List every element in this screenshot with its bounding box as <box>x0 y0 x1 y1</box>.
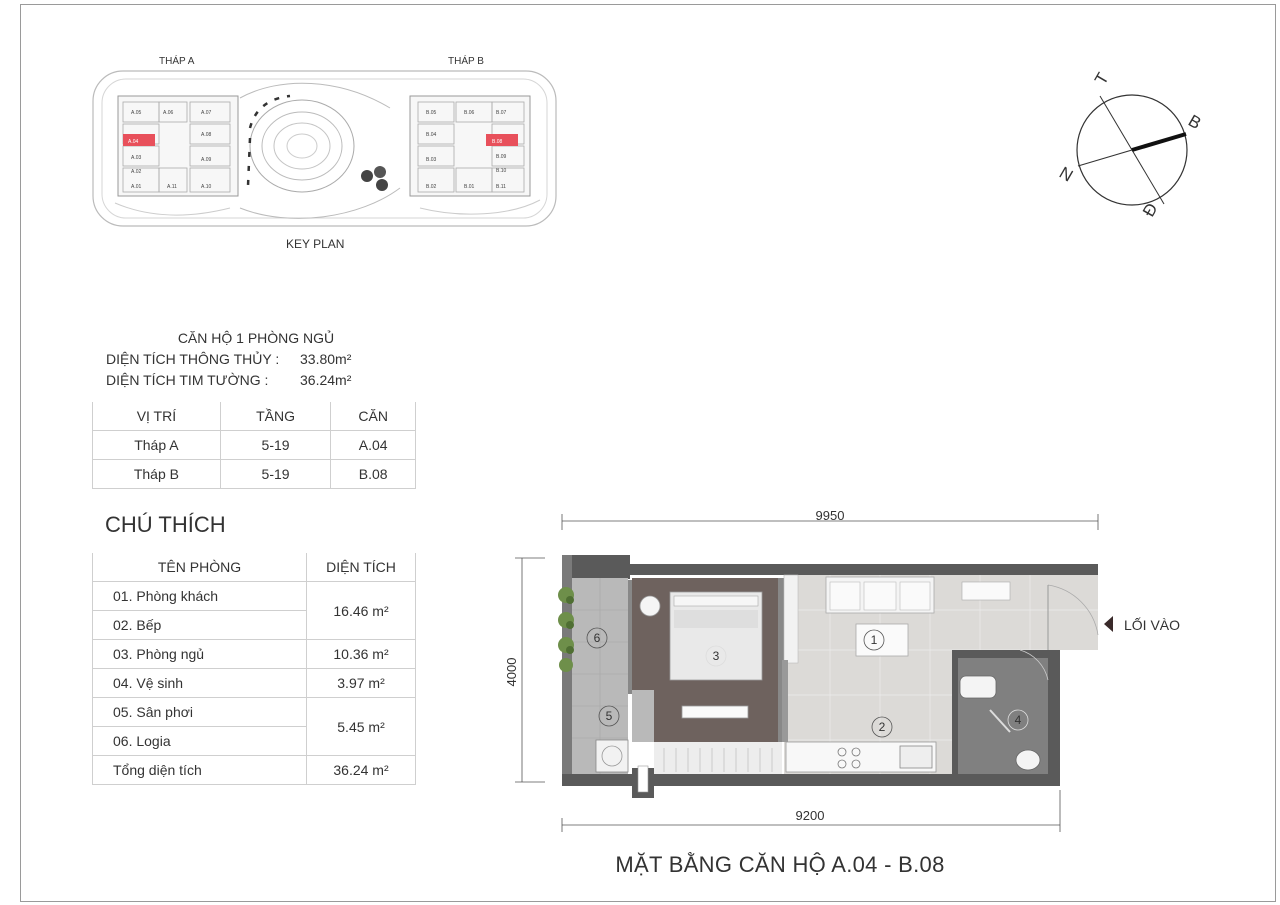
room-tag-5: 5 <box>605 709 613 723</box>
gross-area-label: DIỆN TÍCH TIM TƯỜNG : <box>106 372 269 388</box>
key-plan-caption: KEY PLAN <box>286 237 345 251</box>
kp-unit-label: B.01 <box>464 184 475 190</box>
table-cell: 5-19 <box>220 431 331 460</box>
kp-unit-label: B.09 <box>496 154 507 160</box>
gross-area-value: 36.24m² <box>300 372 352 388</box>
net-area-label: DIỆN TÍCH THÔNG THỦY : <box>106 351 280 367</box>
room-tag-4: 4 <box>1014 713 1022 727</box>
room-area: 5.45 m² <box>307 698 416 756</box>
net-area-row <box>96 349 416 370</box>
col-header: DIỆN TÍCH <box>307 553 416 582</box>
room-area: 3.97 m² <box>307 669 416 698</box>
col-header: TẦNG <box>220 402 331 431</box>
compass-n: N <box>1056 163 1077 186</box>
table-row <box>93 756 416 785</box>
key-plan-drawing <box>90 68 560 230</box>
compass-t: T <box>1091 69 1113 88</box>
room-tag-3: 3 <box>712 649 720 663</box>
room-name: 01. Phòng khách <box>93 582 307 611</box>
kp-unit-label: A.09 <box>201 157 212 163</box>
room-name: 04. Vệ sinh <box>93 669 307 698</box>
kp-unit-label: A.10 <box>201 184 212 190</box>
kp-unit-label: A.03 <box>131 155 142 161</box>
gross-area-row <box>96 370 416 391</box>
table-row <box>93 582 416 611</box>
dim-top: 9950 <box>815 508 845 523</box>
kp-unit-label: B.11 <box>496 184 506 190</box>
kp-unit-label: A.11 <box>167 184 177 190</box>
compass-d: Đ <box>1139 199 1162 220</box>
legend-title: CHÚ THÍCH <box>105 512 226 537</box>
kp-unit-label: A.01 <box>131 184 142 190</box>
location-table-header <box>93 402 416 431</box>
col-header: VỊ TRÍ <box>93 402 221 431</box>
tower-b-label: THÁP B <box>448 56 484 67</box>
dim-left: 4000 <box>504 657 519 687</box>
kp-unit-label: B.05 <box>426 110 437 116</box>
kp-unit-label: A.04 <box>128 139 139 145</box>
table-cell: Tháp A <box>93 431 221 460</box>
unit-summary <box>96 330 416 391</box>
dim-bottom: 9200 <box>795 808 825 823</box>
room-tag-1: 1 <box>870 633 878 647</box>
table-cell: 5-19 <box>220 460 331 489</box>
tower-a-label: THÁP A <box>159 56 195 67</box>
table-row <box>93 698 416 727</box>
room-name: 03. Phòng ngủ <box>93 640 307 669</box>
table-row <box>93 460 416 489</box>
legend-header <box>93 553 416 582</box>
kp-unit-label: B.08 <box>492 139 503 145</box>
compass-b: B <box>1185 111 1205 134</box>
kp-unit-label: B.03 <box>426 157 437 163</box>
legend-table <box>92 553 416 785</box>
room-area: 16.46 m² <box>307 582 416 640</box>
entrance-label: LỐI VÀO <box>1124 617 1181 633</box>
table-row <box>93 640 416 669</box>
room-tag-6: 6 <box>593 631 601 645</box>
kp-unit-label: B.02 <box>426 184 437 190</box>
unit-type-title: CĂN HỘ 1 PHÒNG NGỦ <box>177 330 335 346</box>
col-header: TÊN PHÒNG <box>93 553 307 582</box>
location-table <box>92 402 416 489</box>
net-area-value: 33.80m² <box>300 351 352 367</box>
kp-unit-label: A.02 <box>131 169 142 175</box>
table-cell: A.04 <box>331 431 416 460</box>
kp-unit-label: B.10 <box>496 168 507 174</box>
kp-unit-label: B.07 <box>496 110 507 116</box>
kp-unit-label: A.08 <box>201 132 212 138</box>
col-header: CĂN <box>331 402 416 431</box>
table-row <box>93 431 416 460</box>
room-area: 10.36 m² <box>307 640 416 669</box>
floor-plan <box>500 500 1220 840</box>
total-value: 36.24 m² <box>307 756 416 785</box>
room-name: 02. Bếp <box>93 611 307 640</box>
table-row <box>93 669 416 698</box>
kp-unit-label: A.07 <box>201 110 212 116</box>
kp-unit-label: A.05 <box>131 110 142 116</box>
kp-unit-label: B.04 <box>426 132 437 138</box>
table-cell: B.08 <box>331 460 416 489</box>
compass <box>1056 66 1220 226</box>
plan-title: MẶT BẰNG CĂN HỘ A.04 - B.08 <box>615 852 945 877</box>
room-name: 05. Sân phơi <box>93 698 307 727</box>
total-label: Tổng diện tích <box>93 756 307 785</box>
room-tag-2: 2 <box>878 720 886 734</box>
kp-unit-label: A.06 <box>163 110 174 116</box>
room-name: 06. Logia <box>93 727 307 756</box>
table-cell: Tháp B <box>93 460 221 489</box>
kp-unit-label: B.06 <box>464 110 475 116</box>
